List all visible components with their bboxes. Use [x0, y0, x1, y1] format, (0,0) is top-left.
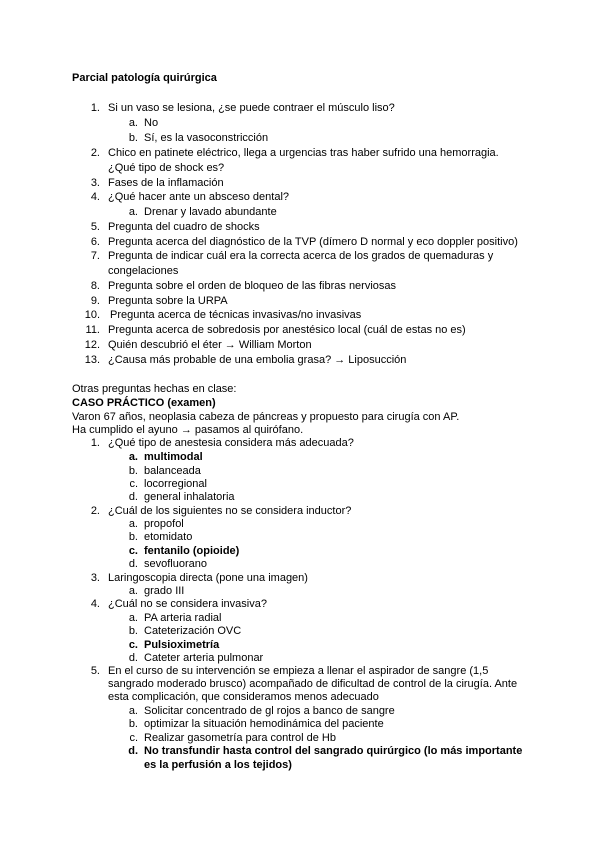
c1-a-label: a. [128, 451, 138, 463]
q7-text-line1: Pregunta de indicar cuál era la correcta acerca de los grados de quemaduras y [108, 250, 494, 262]
q7-text-line2: congelaciones [108, 265, 179, 277]
c1-c-text: locorregional [144, 478, 207, 490]
c2-d-text: sevofluorano [144, 558, 207, 570]
q11-text: Pregunta acerca de sobredosis por anestésico local (cuál de estas no es) [108, 324, 466, 336]
q8-text: Pregunta sobre el orden de bloqueo de las fibras nerviosas [108, 280, 397, 292]
c5-d-text-line1: No transfundir hasta control del sangrado quirúrgico (lo más importante [144, 745, 523, 757]
c2-a-text: propofol [144, 518, 184, 530]
document-title: Parcial patología quirúrgica [72, 72, 217, 84]
c5-text-line2: sangrado moderado brusco) acompañado de dificultad de control de la cirugía. Ante [108, 678, 518, 690]
case-study-title: CASO PRÁCTICO (examen) [72, 397, 216, 409]
c4-number: 4. [90, 598, 100, 610]
c1-b-label: b. [128, 465, 138, 477]
q7-number: 7. [90, 250, 100, 262]
c4-b-text: Cateterización OVC [144, 625, 242, 637]
c5-a-text: Solicitar concentrado de gl rojos a banco de sangre [144, 705, 395, 717]
q1-b-text: Sí, es la vasoconstricción [144, 132, 269, 144]
q8-number: 8. [90, 280, 100, 292]
q4-a-text: Drenar y lavado abundante [144, 206, 277, 218]
c5-number: 5. [90, 665, 100, 677]
c4-a-text: PA arteria radial [144, 612, 222, 624]
q3-number: 3. [90, 177, 100, 189]
q12-text: Quién descubrió el éter → William Morton [108, 339, 312, 351]
c4-a-label: a. [128, 612, 138, 624]
c3-a-label: a. [128, 585, 138, 597]
q9-number: 9. [90, 295, 100, 307]
q2-text-line2: ¿Qué tipo de shock es? [108, 162, 225, 174]
c2-c-text: fentanilo (opioide) [144, 545, 240, 557]
q2-text-line1: Chico en patinete eléctrico, llega a urgencias tras haber sufrido una hemorragia. [108, 147, 499, 159]
c4-b-label: b. [128, 625, 138, 637]
q5-text: Pregunta del cuadro de shocks [108, 221, 260, 233]
c5-c-label: c. [129, 732, 138, 744]
case-description-line1: Varon 67 años, neoplasia cabeza de páncreas y propuesto para cirugía con AP. [72, 411, 460, 423]
q4-a-label: a. [128, 206, 138, 218]
c2-a-label: a. [128, 518, 138, 530]
other-questions-heading: Otras preguntas hechas en clase: [72, 383, 237, 395]
c4-d-text: Cateter arteria pulmonar [144, 652, 264, 664]
c3-text: Laringoscopia directa (pone una imagen) [108, 572, 308, 584]
q10-text: Pregunta acerca de técnicas invasivas/no invasivas [110, 309, 362, 321]
q13-number: 13. [84, 354, 100, 366]
c5-b-label: b. [128, 718, 138, 730]
c1-number: 1. [90, 437, 100, 449]
c4-c-label: c. [128, 639, 138, 651]
c1-a-text: multimodal [144, 451, 203, 463]
c2-b-text: etomidato [144, 531, 193, 543]
c2-d-label: d. [128, 558, 138, 570]
q11-number: 11. [85, 324, 100, 336]
c4-d-label: d. [128, 652, 138, 664]
case-description-line2: Ha cumplido el ayuno → pasamos al quirófano. [72, 424, 304, 436]
q9-text: Pregunta sobre la URPA [108, 295, 228, 307]
q3-text: Fases de la inflamación [108, 177, 224, 189]
c2-b-label: b. [128, 531, 138, 543]
c3-a-text: grado III [144, 585, 185, 597]
c1-d-label: d. [128, 491, 138, 503]
c2-text: ¿Cuál de los siguientes no se considera inductor? [108, 505, 352, 517]
c1-c-label: c. [129, 478, 138, 490]
c5-text-line3: esta complicación, que consideramos menos adecuado [108, 691, 379, 703]
q6-text: Pregunta acerca del diagnóstico de la TVP (dímero D normal y eco doppler positivo) [108, 236, 518, 248]
q6-number: 6. [90, 236, 100, 248]
c5-text-line1: En el curso de su intervención se empieza a llenar el aspirador de sangre (1,5 [108, 665, 489, 677]
c2-number: 2. [90, 505, 100, 517]
c1-d-text: general inhalatoria [144, 491, 235, 503]
c5-b-text: optimizar la situación hemodinámica del paciente [144, 718, 384, 730]
q10-number: 10. [84, 309, 100, 321]
c3-number: 3. [90, 572, 100, 584]
c1-text: ¿Qué tipo de anestesia considera más adecuada? [108, 437, 354, 449]
q1-a-text: No [144, 117, 159, 129]
q1-text: Si un vaso se lesiona, ¿se puede contraer el músculo liso? [108, 102, 395, 114]
c4-text: ¿Cuál no se considera invasiva? [108, 598, 267, 610]
q4-number: 4. [90, 191, 100, 203]
q1-b-label: b. [128, 132, 138, 144]
c5-c-text: Realizar gasometría para control de Hb [144, 732, 336, 744]
q5-number: 5. [90, 221, 100, 233]
c5-a-label: a. [128, 705, 138, 717]
q2-number: 2. [90, 147, 100, 159]
q13-text: ¿Causa más probable de una embolia grasa? → Liposucción [108, 354, 407, 366]
q12-number: 12. [84, 339, 100, 351]
q1-number: 1. [90, 102, 100, 114]
c1-b-text: balanceada [144, 465, 201, 477]
c2-c-label: c. [128, 545, 138, 557]
c5-d-text-line2: es la perfusión a los tejidos) [144, 759, 292, 771]
q4-text: ¿Qué hacer ante un absceso dental? [108, 191, 290, 203]
c5-d-label: d. [128, 745, 138, 757]
q1-a-label: a. [128, 117, 138, 129]
c4-c-text: Pulsioximetría [144, 639, 220, 651]
